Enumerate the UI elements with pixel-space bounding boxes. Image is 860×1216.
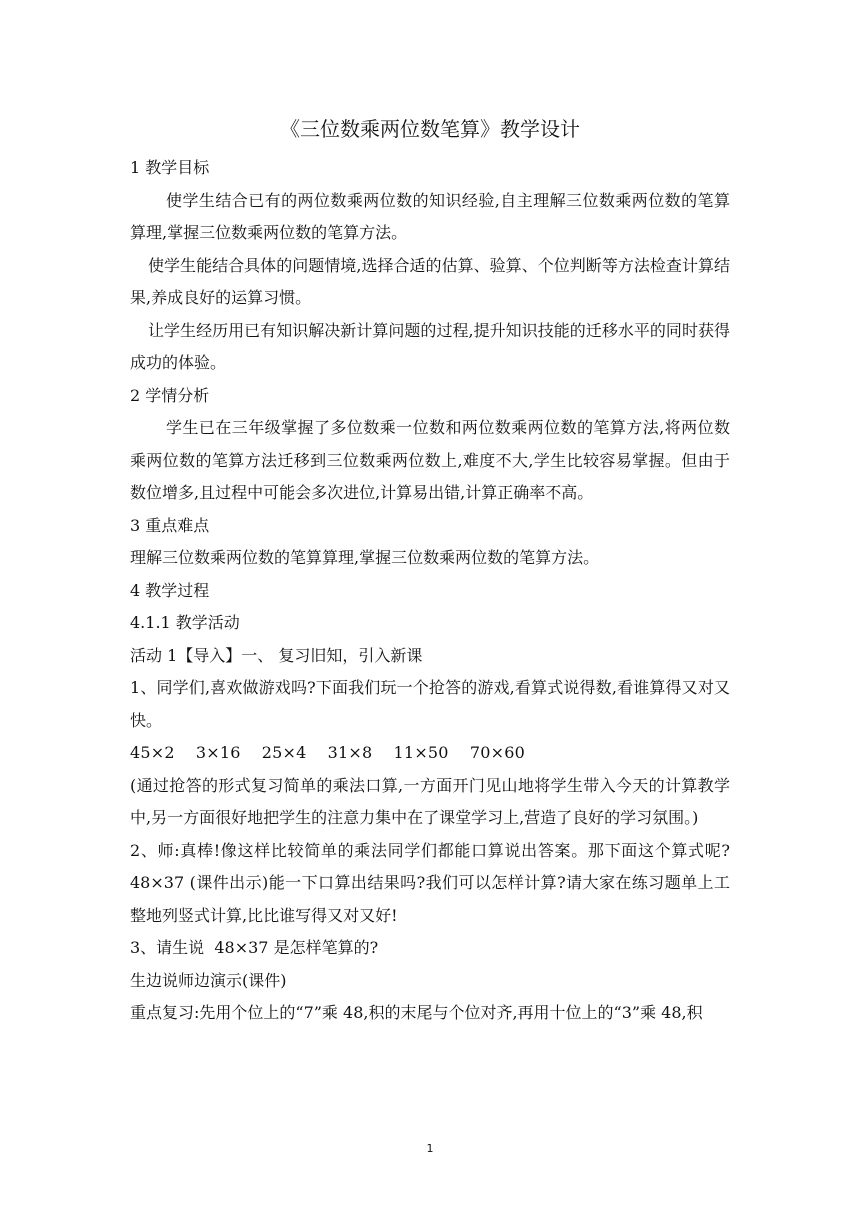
paragraph: 让学生经历用已有知识解决新计算问题的过程,提升知识技能的迁移水平的同时获得成功的体验。 [130, 320, 730, 372]
list-item: 3、请生说 48×37 是怎样笔算的? [130, 938, 379, 957]
list-item: 2、师:真棒!像这样比较简单的乘法同学们都能口算说出答案。那下面这个算式呢?48×37 (课件出示)能一下口算出结果吗?我们可以怎样计算?请大家在练习题单上工整地列竖式计算,比比谁写得又对又好! [130, 840, 730, 925]
paragraph: 使学生结合已有的两位数乘两位数的知识经验,自主理解三位数乘两位数的笔算算理,掌握三位数乘两位数的笔算方法。 [130, 190, 730, 242]
paragraph: 理解三位数乘两位数的笔算算理,掌握三位数乘两位数的笔算方法。 [130, 548, 600, 567]
paragraph: 使学生能结合具体的问题情境,选择合适的估算、验算、个位判断等方法检查计算结果,养成良好的运算习惯。 [130, 255, 730, 307]
document-title: 《三位数乘两位数笔算》教学设计 [280, 117, 580, 141]
list-item: 1、同学们,喜欢做游戏吗?下面我们玩一个抢答的游戏,看算式说得数,看谁算得又对又快。 [130, 678, 730, 730]
note-paragraph: (通过抢答的形式复习简单的乘法口算,一方面开门见山地将学生带入今天的计算教学中,另一方面很好地把学生的注意力集中在了课堂学习上,营造了良好的学习氛围。) [130, 775, 730, 827]
activity-line: 活动 1【导入】一、 复习旧知，引入新课 [130, 645, 423, 665]
paragraph: 重点复习:先用个位上的“7”乘 48,积的末尾与个位对齐,再用十位上的“3”乘 48,积 [130, 1003, 703, 1022]
section-heading-analysis: 2 学情分析 [130, 385, 210, 405]
subsection-heading: 4.1.1 教学活动 [130, 613, 240, 632]
document-body [130, 152, 730, 1030]
section-heading-process: 4 教学过程 [130, 580, 210, 600]
formula-line: 45×2 3×16 25×4 31×8 11×50 70×60 [130, 743, 525, 762]
paragraph: 学生已在三年级掌握了多位数乘一位数和两位数乘两位数的笔算方法,将两位数乘两位数的笔算方法迁移到三位数乘两位数上,难度不大,学生比较容易掌握。但由于数位增多,且过程中可能会多次进位,计算易出错,计算正确率不高。 [130, 418, 730, 502]
page-number: 1 [426, 1142, 434, 1155]
section-heading-key-points: 3 重点难点 [130, 515, 210, 535]
paragraph: 生边说师边演示(课件) [130, 970, 287, 990]
section-heading-objectives: 1 教学目标 [130, 158, 210, 177]
